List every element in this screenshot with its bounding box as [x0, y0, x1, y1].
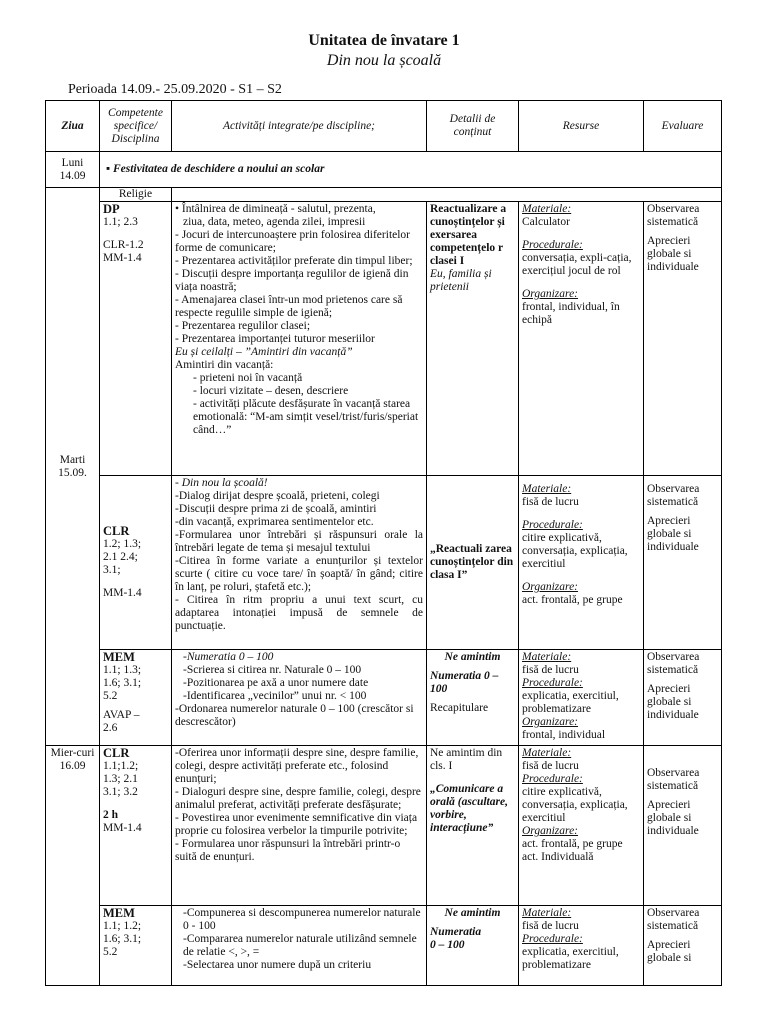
- materials-label: Materiale:: [522, 483, 572, 495]
- activity-line: ziua, data, meteo, agenda zilei, impresii: [183, 216, 366, 228]
- competence-value: 3.1; 3.2: [103, 786, 138, 798]
- details-bold: 0 – 100: [430, 939, 465, 951]
- table-header-row: [46, 101, 722, 152]
- document-subtitle: Din nou la școală: [326, 52, 442, 69]
- activities-cell: [172, 202, 427, 476]
- activity-line: - Prezentarea regulilor clasei;: [175, 320, 311, 332]
- competence-value: 2 h: [103, 809, 119, 821]
- table-row: [46, 202, 722, 476]
- discipline-code: DP: [103, 202, 120, 216]
- materials-label: Materiale:: [522, 651, 572, 663]
- materials-value: fisă de lucru: [522, 920, 579, 932]
- competences-cell: [100, 906, 172, 986]
- competence-value: 1.1; 2.3: [103, 216, 138, 228]
- procedures-value: explicatia, exercitiul, problematizare: [522, 690, 619, 715]
- resources-cell: [519, 746, 644, 906]
- competence-value: AVAP –: [103, 709, 140, 721]
- col-header-day: Ziua: [46, 101, 100, 152]
- materials-label: Materiale:: [522, 747, 572, 759]
- organization-value: act. frontală, pe grupe act. Individuală: [522, 838, 623, 863]
- competences-cell: [100, 202, 172, 476]
- activity-line: -Ordonarea numerelor naturale 0 – 100 (crescător si descrescător): [175, 703, 414, 728]
- activity-line: -Discuții despre prima zi de școală, amintiri: [175, 503, 377, 515]
- organization-value: frontal, individual: [522, 729, 606, 741]
- activity-line: - Prezentarea activităților preferate din timpul liber;: [175, 255, 413, 267]
- period-text: Perioada 14.09.- 25.09.2020 - S1 – S2: [68, 82, 282, 97]
- discipline-code: CLR: [103, 746, 130, 760]
- competence-value: 1.1; 1.3;: [103, 664, 142, 676]
- day-cell: Luni 14.09: [46, 152, 100, 188]
- competence-value: MM-1.4: [103, 822, 142, 834]
- document-title: Unitatea de învatare 1: [308, 32, 460, 49]
- competence-value: 1.2; 1.3;: [103, 538, 142, 550]
- details-bold: Ne amintim: [444, 907, 501, 919]
- organization-label: Organizare:: [522, 288, 579, 300]
- activity-line: -Formularea unor întrebări și răspunsuri orale la întrebări legate de tema și mesajul textului: [175, 529, 423, 554]
- procedures-value: citire explicativă, conversația, explicația, exercitiul: [522, 786, 628, 824]
- festivity-cell: ▪ Festivitatea de deschidere a noului an scolar: [100, 152, 722, 188]
- activity-line: - Formularea unor răspunsuri la întrebări printr-o suită de enunțuri.: [175, 838, 401, 863]
- evaluation-item: Aprecieri globale si individuale: [647, 235, 699, 273]
- planning-table: [45, 100, 722, 986]
- activity-line: - Din nou la școală!: [175, 477, 268, 489]
- procedures-label: Procedurale:: [522, 239, 583, 251]
- competence-value: 2.6: [103, 722, 118, 734]
- materials-value: fisă de lucru: [522, 760, 579, 772]
- evaluation-item: Observarea sistematică: [647, 651, 700, 676]
- evaluation-item: Observarea sistematică: [647, 203, 700, 228]
- evaluation-item: Aprecieri globale si individuale: [647, 683, 699, 721]
- materials-value: fisă de lucru: [522, 496, 579, 508]
- activity-line: - prieteni noi în vacanță: [193, 372, 303, 384]
- evaluation-cell: [644, 202, 722, 476]
- col-header-details: Detalii de conținut: [427, 101, 519, 152]
- evaluation-item: Aprecieri globale si individuale: [647, 799, 699, 837]
- evaluation-cell: [644, 906, 722, 986]
- details-italic: Eu, familia și prietenii: [430, 268, 492, 293]
- table-row: [46, 746, 722, 906]
- religion-empty: [172, 188, 722, 202]
- activity-line: Amintiri din vacanță:: [175, 359, 274, 371]
- activity-line: - Dialoguri despre sine, despre familie, colegi, despre animalul preferat, activități preferate desfășurate;: [175, 786, 421, 811]
- competence-value: MM-1.4: [103, 252, 142, 264]
- organization-label: Organizare:: [522, 825, 579, 837]
- activity-line: -Selectarea unor numere după un criteriu: [183, 959, 372, 971]
- activity-line: -Pozitionarea pe axă a unor numere date: [183, 677, 369, 689]
- activity-line: - activități plăcute desfășurate în vacanță starea emotională: “M-am simțit vesel/trist/furis/speriat când…”: [193, 398, 419, 436]
- activity-line: - Povestirea unor evenimente semnificative din viața proprie cu folosirea verbelor la timpurile potrivite;: [175, 812, 418, 837]
- competence-value: 3.1;: [103, 564, 121, 576]
- procedures-label: Procedurale:: [522, 677, 583, 689]
- day-cell: Marti 15.09.: [46, 188, 100, 746]
- procedures-label: Procedurale:: [522, 933, 583, 945]
- details-cell: [427, 202, 519, 476]
- details-plain: Recapitulare: [430, 702, 489, 714]
- evaluation-cell: [644, 650, 722, 746]
- details-plain: Ne amintim din cls. I: [430, 747, 503, 772]
- table-row: [46, 650, 722, 746]
- materials-value: fisă de lucru: [522, 664, 579, 676]
- activity-line: - Prezentarea importanței tuturor meseriilor: [175, 333, 375, 345]
- activity-line: - locuri vizitate – desen, descriere: [193, 385, 349, 397]
- competences-cell: [100, 746, 172, 906]
- evaluation-item: Aprecieri globale si: [647, 939, 692, 964]
- competence-value: 1.1; 1.2;: [103, 920, 142, 932]
- organization-value: act. frontală, pe grupe: [522, 594, 623, 606]
- table-row: [46, 188, 722, 202]
- competences-cell: [100, 476, 172, 650]
- activity-line: Eu și ceilalți – ”Amintiri din vacanță”: [175, 346, 353, 358]
- details-bold: Reactualizare a cunoștințelor și exersarea competențelo r clasei I: [430, 203, 507, 267]
- activity-line: -Identificarea „vecinilor” unui nr. < 100: [183, 690, 367, 702]
- resources-cell: [519, 906, 644, 986]
- details-bold: „Reactuali zarea cunoștințelor din clasa I”: [430, 543, 514, 581]
- col-header-activities: Activități integrate/pe discipline;: [172, 101, 427, 152]
- resources-cell: [519, 202, 644, 476]
- evaluation-cell: [644, 746, 722, 906]
- organization-label: Organizare:: [522, 581, 579, 593]
- competence-value: 2.1 2.4;: [103, 551, 138, 563]
- table-row: [46, 906, 722, 986]
- details-bold: Ne amintim: [444, 651, 501, 663]
- materials-label: Materiale:: [522, 203, 572, 215]
- activity-line: -Compararea numerelor naturale utilizând semnele de relatie <, >, =: [183, 933, 417, 958]
- activity-line: - Citirea în ritm propriu a unui text scurt, cu adaptarea intonației impusă de semnele de punctuație.: [175, 594, 423, 632]
- materials-value: Calculator: [522, 216, 570, 228]
- procedures-value: conversația, expli-cația, exercițiul jocul de rol: [522, 252, 632, 277]
- activity-line: - Discuții despre importanța regulilor de igienă din viața noastră;: [175, 268, 409, 293]
- discipline-code: CLR: [103, 524, 130, 538]
- evaluation-item: Observarea sistematică: [647, 483, 700, 508]
- evaluation-item: Observarea sistematică: [647, 767, 700, 792]
- activities-cell: [172, 650, 427, 746]
- details-cell: [427, 746, 519, 906]
- activity-line: -Oferirea unor informații despre sine, despre familie, colegi, despre activități preferate etc., folosind enunțuri;: [175, 747, 419, 785]
- competence-value: 1.1;1.2;: [103, 760, 139, 772]
- resources-cell: [519, 476, 644, 650]
- activities-cell: [172, 906, 427, 986]
- competence-value: 5.2: [103, 690, 118, 702]
- col-header-evaluation: Evaluare: [644, 101, 722, 152]
- procedures-value: citire explicativă, conversația, explicația, exercitiul: [522, 532, 628, 570]
- discipline-code: MEM: [103, 650, 135, 664]
- evaluation-item: Observarea sistematică: [647, 907, 700, 932]
- evaluation-cell: [644, 476, 722, 650]
- competence-value: 1.3; 2.1: [103, 773, 138, 785]
- religion-cell: Religie: [100, 188, 172, 202]
- activity-line: -Numeratia 0 – 100: [183, 651, 274, 663]
- resources-cell: [519, 650, 644, 746]
- details-bold: „Comunicare a orală (ascultare, vorbire, interacțiune”: [430, 783, 508, 834]
- competence-value: 5.2: [103, 946, 118, 958]
- activities-cell: [172, 746, 427, 906]
- day-cell: Mier-curi 16.09: [46, 746, 100, 986]
- table-row: [46, 152, 722, 188]
- discipline-code: MEM: [103, 906, 135, 920]
- procedures-label: Procedurale:: [522, 519, 583, 531]
- organization-value: frontal, individual, în echipă: [522, 301, 620, 326]
- col-header-resources: Resurse: [519, 101, 644, 152]
- materials-label: Materiale:: [522, 907, 572, 919]
- competence-value: MM-1.4: [103, 587, 142, 599]
- competences-cell: [100, 650, 172, 746]
- competence-value: 1.6; 3.1;: [103, 933, 142, 945]
- evaluation-item: Aprecieri globale si individuale: [647, 515, 699, 553]
- procedures-label: Procedurale:: [522, 773, 583, 785]
- activities-cell: [172, 476, 427, 650]
- organization-label: Organizare:: [522, 716, 579, 728]
- details-bold: Numeratia 0 – 100: [430, 670, 499, 695]
- activity-line: - Amenajarea clasei într-un mod prietenos care să respecte regulile simple de igienă;: [175, 294, 403, 319]
- procedures-value: explicatia, exercitiul, problematizare: [522, 946, 619, 971]
- activity-line: - Jocuri de intercunoaștere prin folosirea diferitelor forme de comunicare;: [175, 229, 411, 254]
- competence-value: 1.6; 3.1;: [103, 677, 142, 689]
- activity-line: -Scrierea si citirea nr. Naturale 0 – 100: [183, 664, 362, 676]
- activity-line: • Întâlnirea de dimineață - salutul, prezenta,: [175, 203, 376, 215]
- details-bold: Numeratia: [430, 926, 482, 938]
- details-cell: [427, 476, 519, 650]
- table-row: [46, 476, 722, 650]
- activity-line: -Compunerea si descompunerea numerelor naturale 0 - 100: [183, 907, 421, 932]
- details-cell: [427, 650, 519, 746]
- competence-value: CLR-1.2: [103, 239, 144, 251]
- activity-line: -din vacanță, exprimarea sentimentelor etc.: [175, 516, 374, 528]
- activity-line: -Citirea în forme variate a enunțurilor și textelor scurte ( citire cu voce tare/ în șoaptă/ în gând; citire în lanț, pe roluri, ștafetă etc.);: [175, 555, 423, 593]
- col-header-competences: Competente specifice/ Disciplina: [100, 101, 172, 152]
- activity-line: -Dialog dirijat despre școală, prieteni, colegi: [175, 490, 380, 502]
- details-cell: [427, 906, 519, 986]
